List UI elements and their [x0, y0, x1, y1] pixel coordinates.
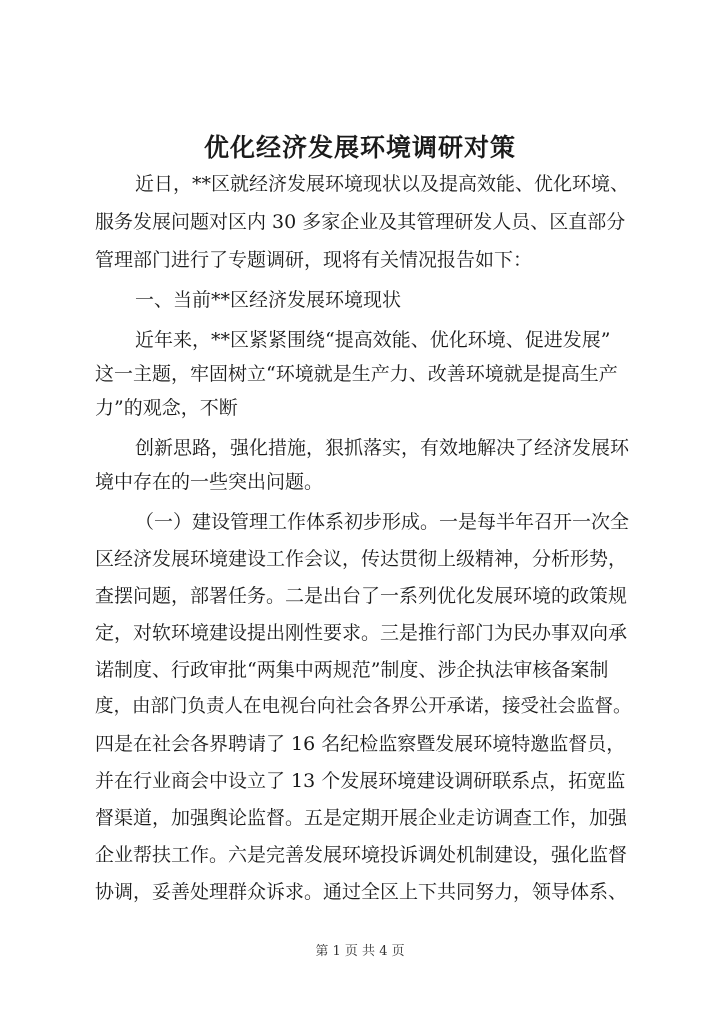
paragraph-line: 并在行业商会中设立了 13 个发展环境建设调研联系点，拓宽监	[95, 770, 626, 792]
paragraph-line: 定，对软环境建设提出刚性要求。三是推行部门为民办事双向承	[95, 622, 628, 644]
paragraph-line: 近日，**区就经济发展环境现状以及提高效能、优化环境、	[135, 173, 630, 195]
paragraph-line: 协调，妥善处理群众诉求。通过全区上下共同努力，领导体系、	[95, 881, 628, 903]
paragraph-line: 查摆问题，部署任务。二是出台了一系列优化发展环境的政策规	[95, 585, 628, 607]
page-number-footer: 第 1 页 共 4 页	[315, 944, 405, 959]
paragraph-line: 服务发展问题对区内 30 多家企业及其管理研发人员、区直部分	[95, 211, 626, 233]
paragraph-line: 企业帮扶工作。六是完善发展环境投诉调处机制建设，强化监督	[95, 844, 628, 866]
paragraph-line: 创新思路，强化措施，狠抓落实，有效地解决了经济发展环	[135, 437, 630, 459]
section-heading: 一、当前**区经济发展环境现状	[135, 289, 402, 311]
paragraph-line: 区经济发展环境建设工作会议，传达贯彻上级精神，分析形势，	[95, 548, 628, 570]
paragraph-line: 近年来，**区紧紧围绕“提高效能、优化环境、促进发展”	[135, 329, 611, 351]
subsection-line: （一）建设管理工作体系初步形成。一是每半年召开一次全	[135, 511, 630, 533]
paragraph-line: 诺制度、行政审批“两集中两规范”制度、涉企执法审核备案制	[95, 659, 609, 681]
document-title: 优化经济发展环境调研对策	[203, 133, 516, 162]
paragraph-line: 督渠道，加强舆论监督。五是定期开展企业走访调查工作，加强	[95, 807, 628, 829]
paragraph-line: 境中存在的一些突出问题。	[95, 471, 324, 493]
paragraph-line: 力”的观念，不断	[95, 397, 238, 419]
paragraph-line: 这一主题，牢固树立“环境就是生产力、改善环境就是提高生产	[95, 363, 618, 385]
paragraph-line: 四是在社会各界聘请了 16 名纪检监察暨发展环境特邀监督员，	[95, 733, 626, 755]
paragraph-line: 度，由部门负责人在电视台向社会各界公开承诺，接受社会监督。	[95, 696, 632, 717]
paragraph-line: 管理部门进行了专题调研，现将有关情况报告如下：	[95, 249, 533, 271]
